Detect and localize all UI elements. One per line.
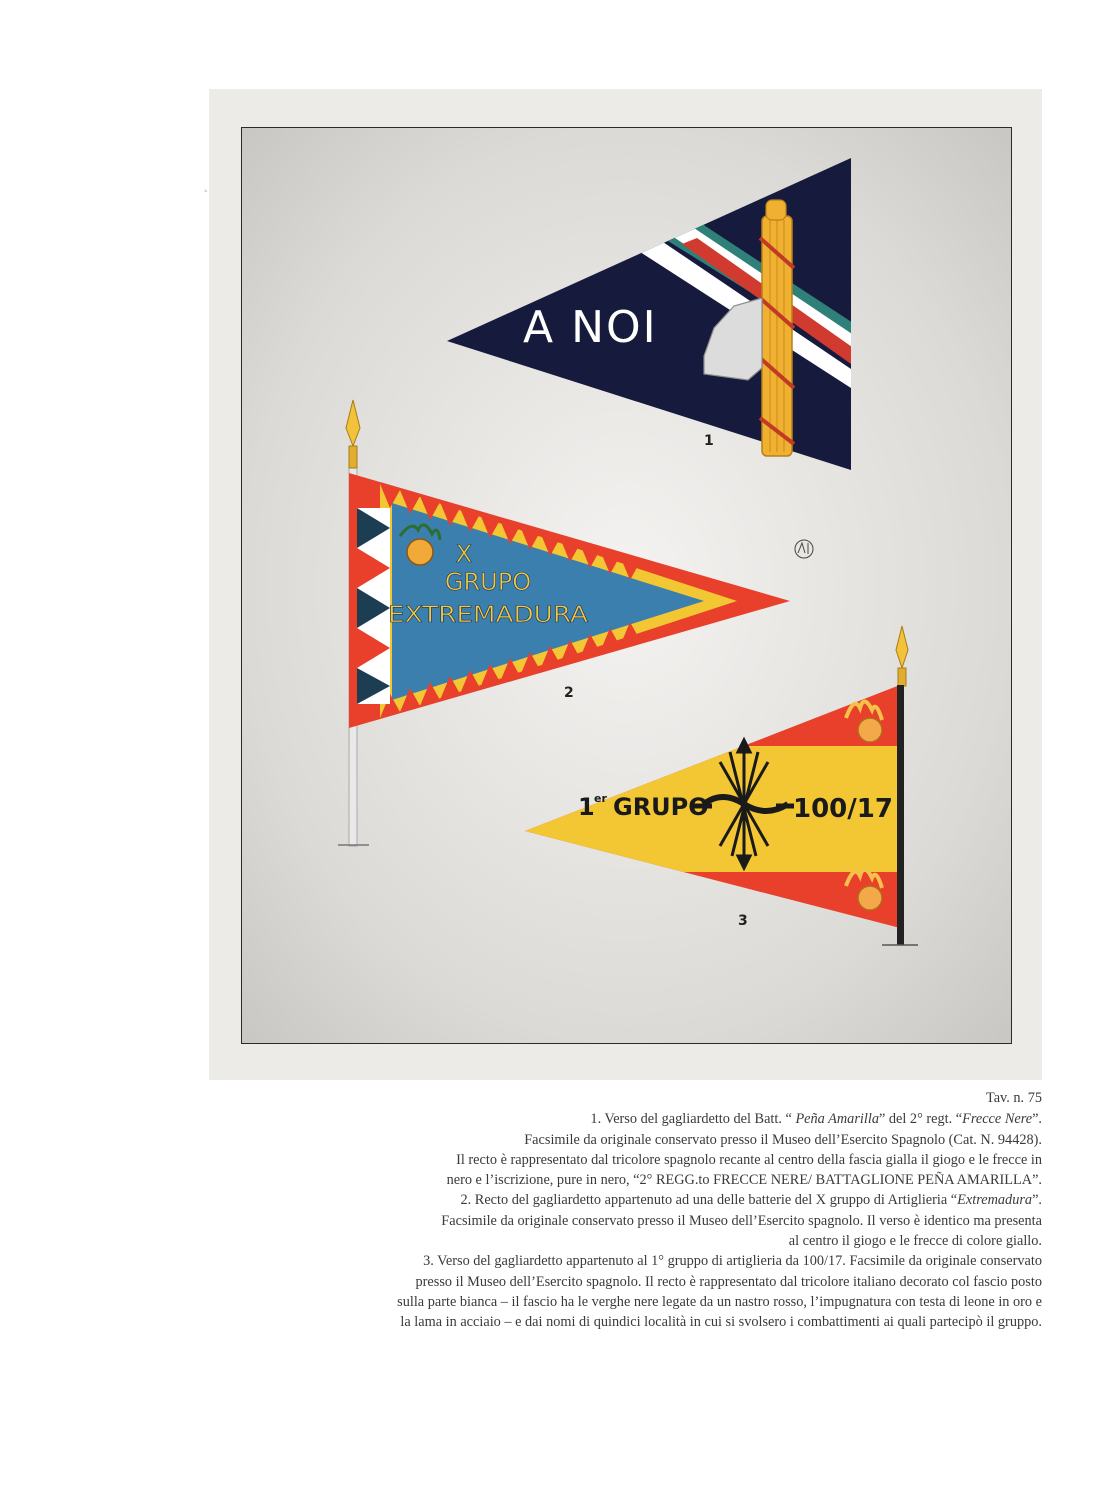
flag3-superscript: er — [594, 792, 607, 805]
caption-line: presso il Museo dell’Esercito spagnolo. Il recto è rappresentato dal tricolore italiano decorato col fascio posto — [415, 1273, 1042, 1290]
caption-line: nero e l’iscrizione, pure in nero, “2° REGG.to FRECCE NERE/ BATTAGLIONE PEÑA AMARILLA”. — [446, 1172, 1042, 1189]
caption-line: 3. Verso del gagliardetto appartenuto al 1° gruppo di artiglieria da 100/17. Facsimile da originale conservato — [423, 1253, 1042, 1270]
flag1-inscription: A NOI — [523, 302, 658, 353]
pennant-a-noi — [447, 158, 882, 470]
flag2-number: 2 — [564, 685, 574, 701]
flag1-number: 1 — [704, 433, 714, 449]
caption-italic: Extremadura — [957, 1192, 1033, 1209]
caption-text: ” del 2° regt. “ — [878, 1111, 963, 1128]
flag2-line1: X — [455, 540, 473, 568]
flag3-word: GRUPO — [613, 793, 709, 821]
caption-line: Il recto è rappresentato dal tricolore spagnolo recante al centro della fascia gialla il giogo e le frecce in — [456, 1151, 1042, 1168]
finial-icon — [896, 626, 908, 686]
caption-text: 2. Recto del gagliardetto appartenuto ad una delle batterie del X gruppo di Artiglieria “ — [460, 1192, 958, 1209]
flag3-caliber: 100/17 — [793, 794, 893, 824]
pennants-illustration — [242, 128, 1012, 1044]
hoist-triangles — [357, 508, 390, 704]
scan-mark: ◦ — [204, 186, 208, 197]
plate-number: Tav. n. 75 — [985, 1090, 1042, 1106]
caption-italic: Peña Amarilla — [795, 1111, 879, 1128]
plate-caption — [150, 1088, 1042, 1333]
caption-text: ”. — [1032, 1111, 1042, 1128]
artist-monogram — [795, 540, 813, 558]
caption-text: ”. — [1032, 1192, 1042, 1209]
caption-line — [150, 1109, 1042, 1129]
caption-line: la lama in acciaio – e dai nomi di quindici località in cui si svolsero i combattimenti ai quali partecipò il gruppo. — [400, 1314, 1042, 1331]
flag3-prefix: 1 — [578, 793, 595, 821]
pennant-1er-grupo — [525, 626, 918, 945]
caption-line: sulla parte bianca – il fascio ha le verghe nere legate da un nastro rosso, l’impugnatura con testa di leone in oro e — [397, 1293, 1042, 1310]
caption-line — [150, 1190, 1042, 1210]
caption-line: Facsimile da originale conservato presso il Museo dell’Esercito Spagnolo (Cat. N. 94428). — [524, 1131, 1042, 1148]
flag3-number: 3 — [738, 913, 748, 929]
flag2-line2: GRUPO — [444, 568, 532, 596]
finial-icon — [346, 400, 360, 468]
caption-text: 1. Verso del gagliardetto del Batt. “ — [590, 1111, 796, 1128]
caption-line: Facsimile da originale conservato presso il Museo dell’Esercito spagnolo. Il verso è identico ma presenta — [441, 1212, 1042, 1229]
flag2-line3: EXTREMADURA — [388, 603, 588, 628]
caption-italic: Frecce Nere — [962, 1111, 1033, 1128]
caption-line: al centro il giogo e le frecce di colore giallo. — [788, 1233, 1042, 1250]
plate-frame — [241, 127, 1012, 1044]
